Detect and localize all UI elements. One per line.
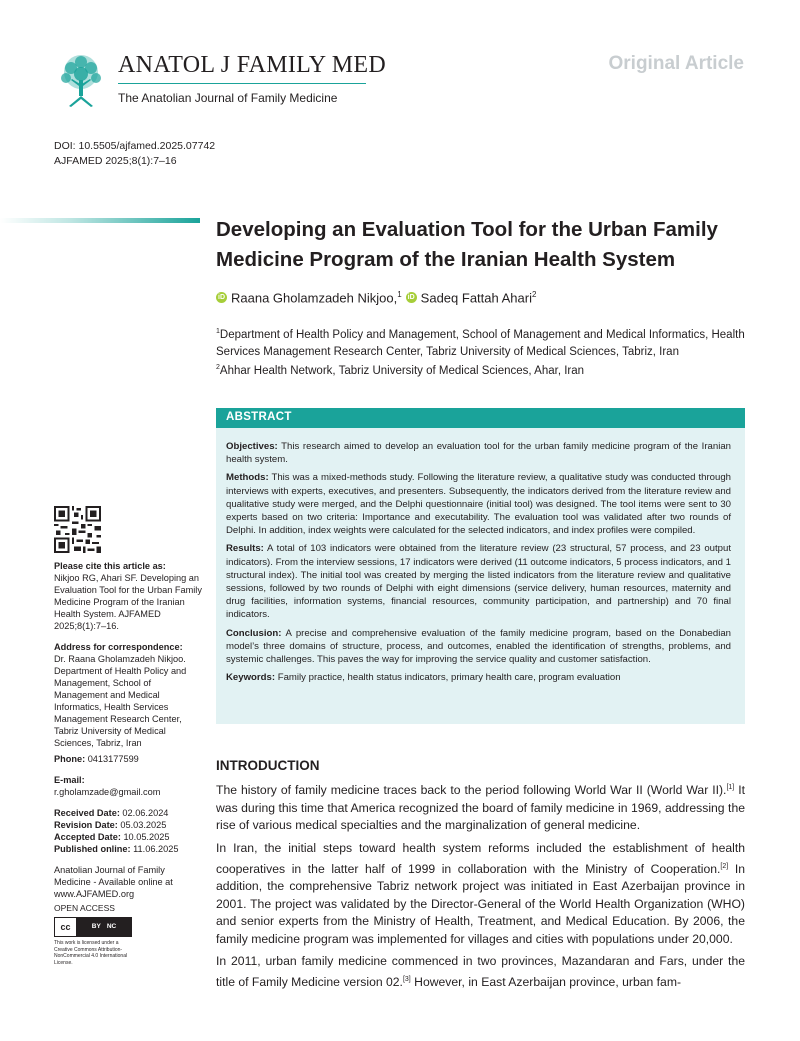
article-type-label: Original Article <box>608 53 744 74</box>
affiliation: $^2$Ahhar Health Network, Tabriz University of Medical Sciences, Ahar, Iran <box>216 364 585 377</box>
author-list <box>216 290 540 305</box>
section-heading-introduction: INTRODUCTION <box>216 758 320 773</box>
correspondence-block: Address for correspondence: Dr. Raana Gholamzadeh Nikjoo. Department of Health Policy and Management, School of Management and Medical Informatics, Health Services Management Research Center, Tabriz University of Medical Sciences, Tabriz, Iran Phone: 0413177599 <box>54 641 204 765</box>
email-link[interactable]: r.gholamzade@gmail.com <box>54 787 161 797</box>
journal-subtitle: The Anatolian Journal of Family Medicine <box>118 91 338 105</box>
cc-license-badge[interactable] <box>54 917 132 937</box>
revision-date: Revision Date: 05.03.2025 <box>54 820 167 830</box>
journal-online: Anatolian Journal of Family Medicine - Available online at www.AJFAMED.org <box>54 865 173 899</box>
reference-link[interactable]: [2] <box>720 862 729 870</box>
journal-logo-tree-icon <box>53 52 109 110</box>
abstract-conclusion: Conclusion: A precise and comprehensive evaluation of the family medicine program, based on the Donabedian model’s three domains of structure, process, and outcomes, enabled the identification of strengths, problems, and systemic challenges. This paves the way for improving the service quality and customer satisfaction. <box>226 627 731 666</box>
doi-block <box>54 139 215 169</box>
cc-nc-icon: NC <box>106 923 117 930</box>
decorative-gradient-bar <box>0 218 200 223</box>
article-sidebar <box>54 560 204 966</box>
abstract-results: Results: A total of 103 indicators were obtained from the literature review (23 structural, 57 process, and 23 output indicators). From the interview sessions, 17 indicators were derived (11 outcome indicators, 5 process indicators, and 1 structural index). The initial tool was created by merging the listed indicators from the literature review and qualitative sessions, followed by two rounds of Delphi with eight dimensions (service delivery, human resources, maternity and drug facilities, information systems, financial resources, community participation, and partnership) and 70 final indicators. <box>226 543 731 621</box>
received-date: Received Date: 02.06.2024 <box>54 808 169 818</box>
accepted-date: Accepted Date: 10.05.2025 <box>54 832 170 842</box>
license-text: This work is licensed under a Creative Commons Attribution-NonCommercial 4.0 International License. <box>54 940 128 966</box>
abstract-box <box>216 408 745 724</box>
intro-paragraph: The history of family medicine traces back to the period following World War II (World War II).[1] It was during this time that America recognized the board of family medicine in 1969, addressing the rise of various medical specialties and the marginalization of general medicine. <box>216 783 745 833</box>
phone: Phone: 0413177599 <box>54 754 139 764</box>
article-title: Developing an Evaluation Tool for the Urban Family Medicine Program of the Iranian Health System <box>216 218 718 271</box>
affiliation: $^1$Department of Health Policy and Management, School of Management and Medical Informatics, Health Services Management Research Center, Tabriz University of Medical Sciences, Tabriz, Iran <box>216 328 745 358</box>
cite-block: Please cite this article as: Nikjoo RG, Ahari SF. Developing an Evaluation Tool for the Urban Family Medicine Program of the Iranian Health System. AJFAMED 2025;8(1):7–16. <box>54 561 202 631</box>
orcid-icon[interactable]: iD <box>407 294 415 302</box>
citation-short: AJFAMED 2025;8(1):7–16 <box>54 155 177 167</box>
journal-name: ANATOL J FAMILY MED <box>118 52 386 78</box>
abstract-keywords: Keywords: Family practice, health status indicators, primary health care, program evaluation <box>226 672 621 684</box>
reference-link[interactable]: [3] <box>402 975 411 983</box>
reference-link[interactable]: [1] <box>726 784 735 791</box>
open-access-label: OPEN ACCESS <box>54 903 115 913</box>
doi: DOI: 10.5505/ajfamed.2025.07742 <box>54 140 216 152</box>
published-date: Published online: 11.06.2025 <box>54 844 179 854</box>
dates-block <box>54 807 204 855</box>
intro-paragraph: In 2011, urban family medicine commenced in two provinces, Mazandaran and Fars, under the title of Family Medicine version 02.[3] However, in East Azerbaijan province, urban fam- <box>216 954 745 989</box>
journal-name-rule <box>118 83 366 84</box>
author-name: Raana Gholamzadeh Nikjoo,$^1$ <box>231 290 402 306</box>
abstract-methods: Methods: This was a mixed-methods study. Following the literature review, a qualitative study was conducted through interviews with experts, executives, and presenters. Subsequently, the indicators derived from the literature review and qualitative study were merged, and the Delphi questionnaire (initial tool) was designed. The tool items were sent to 30 experts based on two criteria: Importance and executability. The evaluation tool was validated after two rounds of Delphi. In addition, index weights were calculated for the selected indicators, and index profiles were compiled. <box>226 472 731 537</box>
orcid-icon[interactable]: iD <box>218 294 225 302</box>
intro-paragraph: In Iran, the initial steps toward health system reforms included the establishment of health cooperatives in the latter half of 1999 in collaboration with the Ministry of Cooperation.[2] In addition, the comprehensive Tabriz network project was initiated in East Azerbaijan province in 2001. The project was validated by the Director-General of the World Health Organization (WHO) and senior experts from the Ministry of Health, Treatment, and Medical Education. By 2006, the family medicine program was implemented for villages and cities with populations under 20,000. <box>216 841 745 946</box>
email-block: E-mail: r.gholamzade@gmail.com <box>54 774 204 798</box>
cc-icon: cc <box>55 918 77 936</box>
abstract-heading: ABSTRACT <box>216 408 745 428</box>
cc-by-icon: BY <box>91 923 101 930</box>
abstract-objectives: Objectives: This research aimed to develop an evaluation tool for the urban family medicine program of the Iranian health system. <box>226 441 731 466</box>
qr-code-icon[interactable] <box>54 506 101 553</box>
author-name: Sadeq Fattah Ahari$^2$ <box>420 290 537 306</box>
